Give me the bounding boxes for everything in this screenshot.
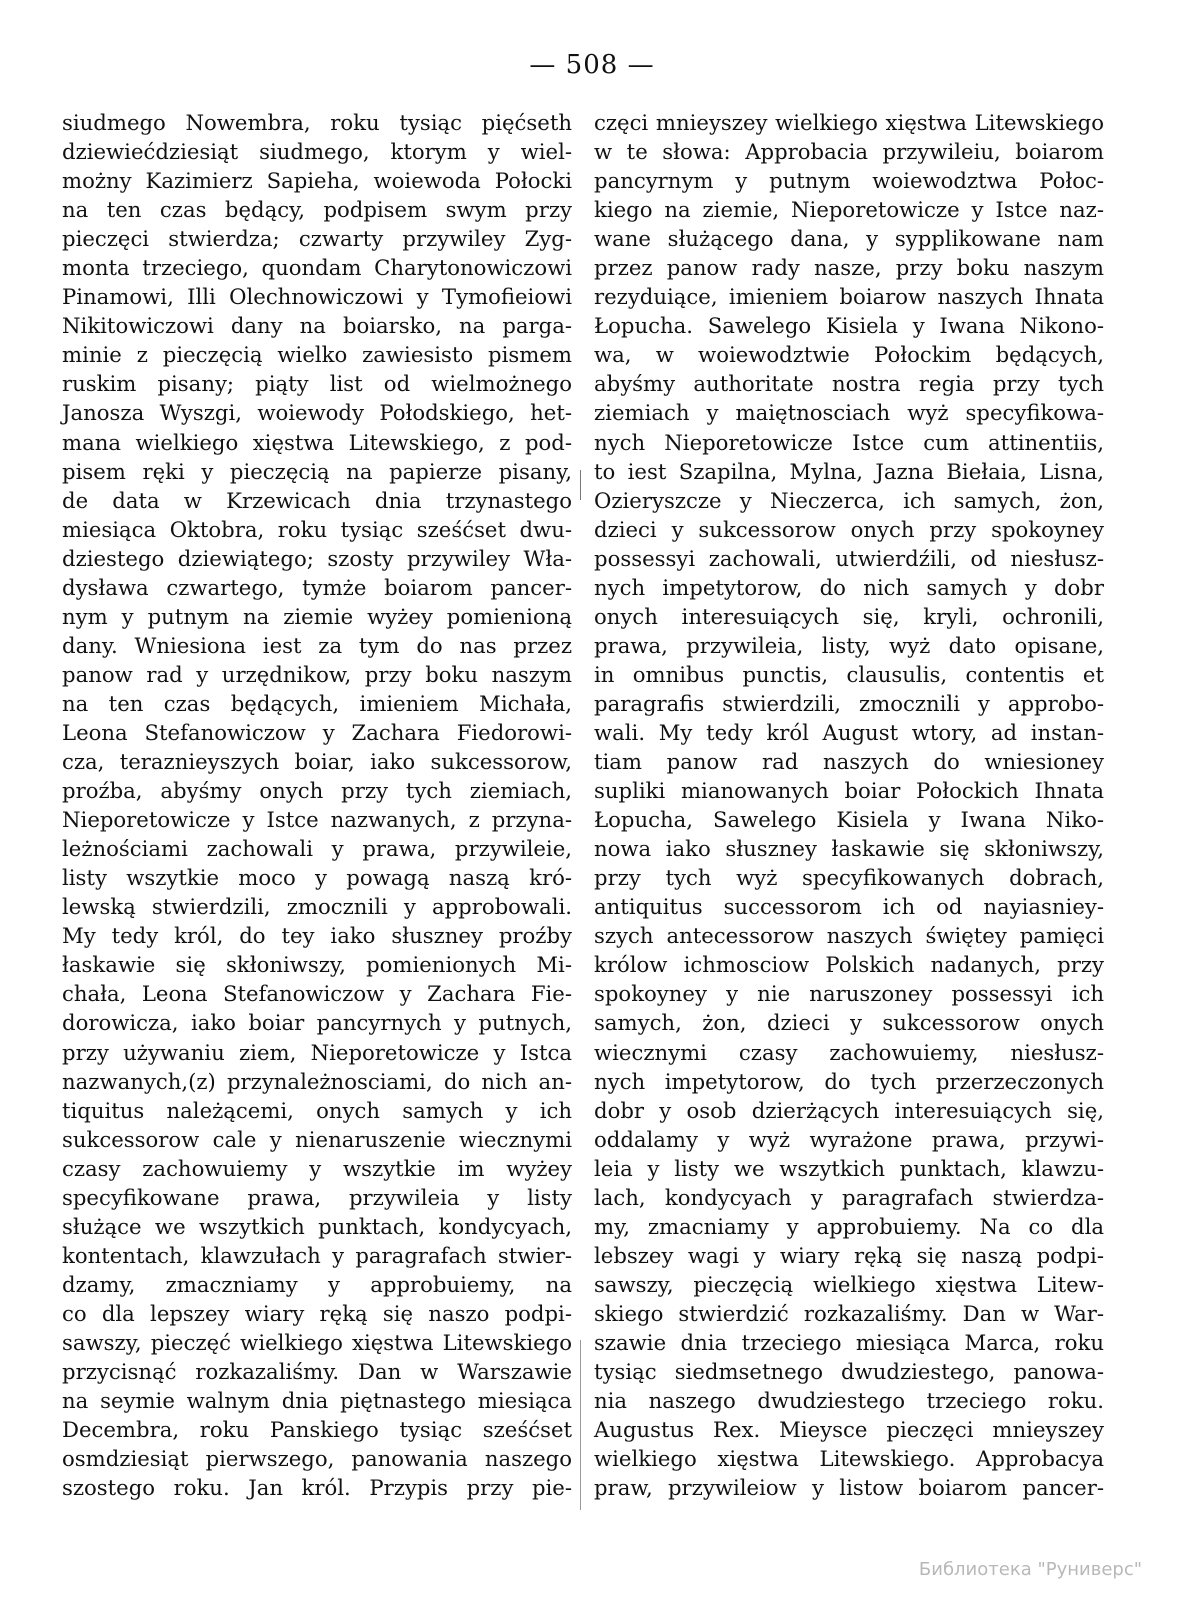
text-line: osmdziesiąt pierwszego, panowania naszego <box>62 1446 572 1472</box>
text-column-left <box>62 108 572 1502</box>
text-line: nia naszego dwudziestego trzeciego roku. <box>594 1388 1104 1414</box>
text-line: wiecznymi czasy zachowuiemy, niesłusz- <box>594 1039 1104 1065</box>
text-line: monta trzeciego, quondam Charytonowiczowi <box>62 255 572 281</box>
text-line: listy wszytkie moco y powagą naszą kró- <box>62 865 572 891</box>
text-column-right <box>594 108 1104 1502</box>
text-line: dobr y osob dzierżących interesuiących się, <box>594 1097 1104 1123</box>
page-number: — 508 — <box>529 50 655 80</box>
text-line: nazwanych,(z) przynależnosciami, do nich an- <box>62 1068 572 1094</box>
library-watermark: Библиотека "Руниверс" <box>918 1559 1142 1580</box>
text-line: lewską stwierdzili, zmocznili y approbowali. <box>62 894 572 920</box>
text-line: sawszy, pieczęć wielkiego xięstwa Litewskiego <box>62 1329 572 1355</box>
text-line: dany. Wniesiona iest za tym do nas przez <box>62 632 572 658</box>
text-line: pisem ręki y pieczęcią na papierze pisany, <box>62 458 572 484</box>
text-line: nowa iako słuszney łaskawie się skłoniwszy, <box>594 836 1104 862</box>
text-line: wali. My tedy król August wtory, ad instan- <box>594 719 1104 745</box>
text-line: prawa, przywileia, listy, wyż dato opisane, <box>594 632 1104 658</box>
text-line: Augustus Rex. Mieysce pieczęci mnieyszey <box>594 1417 1104 1443</box>
text-line: cza, teraznieyszych boiar, iako sukcessorow, <box>62 749 572 775</box>
text-line: sawszy, pieczęcią wielkiego xięstwa Litew- <box>594 1271 1104 1297</box>
text-line: onych interesuiących się, kryli, ochronili, <box>594 603 1104 629</box>
text-line: proźba, abyśmy onych przy tych ziemiach, <box>62 778 572 804</box>
text-line: nych Nieporetowicze Istce cum attinentiis, <box>594 429 1104 455</box>
text-line: skiego stwierdzić rozkazaliśmy. Dan w War- <box>594 1300 1104 1326</box>
text-line: nych impetytorow, do nich samych y dobr <box>594 574 1104 600</box>
text-line: na ten czas będących, imieniem Michała, <box>62 690 572 716</box>
text-line: dzieci y sukcessorow onych przy spokoyney <box>594 516 1104 542</box>
text-line: przy używaniu ziem, Nieporetowicze y Istca <box>62 1039 572 1065</box>
text-line: in omnibus punctis, clausulis, contentis et <box>594 661 1104 687</box>
text-line: wa, w woiewodztwie Połockim będących, <box>594 342 1104 368</box>
text-line: ziemiach y maiętnosciach wyż specyfikowa- <box>594 400 1104 426</box>
text-line: rezyduiące, imieniem boiarow naszych Ihnata <box>594 284 1104 310</box>
text-line: tysiąc siedmsetnego dwudziestego, panowa- <box>594 1359 1104 1385</box>
text-line: Nikitowiczowi dany na boiarsko, na parga- <box>62 313 572 339</box>
text-line: samych, żon, dzieci y sukcessorow onych <box>594 1010 1104 1036</box>
text-line: wane służącego dana, y sypplikowane nam <box>594 226 1104 252</box>
text-line: nych impetytorow, do tych przerzeczonych <box>594 1068 1104 1094</box>
text-line: na seymie walnym dnia piętnastego miesiąca <box>62 1388 572 1414</box>
text-line: szawie dnia trzeciego miesiąca Marca, roku <box>594 1329 1104 1355</box>
text-line: spokoyney y nie naruszoney possessyi ich <box>594 981 1104 1007</box>
text-line: Leona Stefanowiczow y Zachara Fiedorowi- <box>62 719 572 745</box>
text-line: służące we wszytkich punktach, kondycyach, <box>62 1213 572 1239</box>
text-line: Łopucha. Sawelego Kisiela y Iwana Nikono- <box>594 313 1104 339</box>
text-line: sukcessorow cale y nienaruszenie wiecznymi <box>62 1126 572 1152</box>
text-line: supliki mianowanych boiar Połockich Ihnata <box>594 778 1104 804</box>
text-line: Łopucha, Sawelego Kisiela y Iwana Niko- <box>594 807 1104 833</box>
text-line: dziestego dziewiątego; szosty przywiley Wła- <box>62 545 572 571</box>
text-line: chała, Leona Stefanowiczow y Zachara Fie- <box>62 981 572 1007</box>
text-line: mana wielkiego xięstwa Litewskiego, z pod- <box>62 429 572 455</box>
text-line: przycisnąć rozkazaliśmy. Dan w Warszawie <box>62 1359 572 1385</box>
column-divider <box>580 470 581 500</box>
text-line: Nieporetowicze y Istce nazwanych, z przyna- <box>62 807 572 833</box>
text-line: praw, przywileiow y listow boiarom pancer- <box>594 1475 1104 1501</box>
text-line: Janosza Wyszgi, woiewody Połodskiego, het- <box>62 400 572 426</box>
text-line: łaskawie się skłoniwszy, pomienionych Mi- <box>62 952 572 978</box>
text-line: dorowicza, iako boiar pancyrnych y putnych, <box>62 1010 572 1036</box>
text-line: kontentach, klawzułach y paragrafach stwier- <box>62 1242 572 1268</box>
text-line: czasy zachowuiemy y wszytkie im wyżey <box>62 1155 572 1181</box>
text-line: szostego roku. Jan król. Przypis przy pie- <box>62 1475 572 1501</box>
text-line: my, zmacniamy y approbuiemy. Na co dla <box>594 1213 1104 1239</box>
text-line: antiquitus successorom ich od nayiasniey- <box>594 894 1104 920</box>
text-line: pieczęci stwierdza; czwarty przywiley Zyg- <box>62 226 572 252</box>
text-line: co dla lepszey wiary ręką się naszo podpi- <box>62 1300 572 1326</box>
text-line: królow ichmosciow Polskich nadanych, przy <box>594 952 1104 978</box>
text-line: lach, kondycyach y paragrafach stwierdza- <box>594 1184 1104 1210</box>
text-line: specyfikowane prawa, przywileia y listy <box>62 1184 572 1210</box>
text-line: wielkiego xięstwa Litewskiego. Approbacya <box>594 1446 1104 1472</box>
text-line: My tedy król, do tey iako słuszney proźby <box>62 923 572 949</box>
text-line: tiquitus należącemi, onych samych y ich <box>62 1097 572 1123</box>
text-line: kiego na ziemie, Nieporetowicze y Istce naz- <box>594 197 1104 223</box>
text-line: przy tych wyż specyfikowanych dobrach, <box>594 865 1104 891</box>
column-divider <box>580 1340 581 1510</box>
text-line: tiam panow rad naszych do wniesioney <box>594 749 1104 775</box>
text-line: lebszey wagi y wiary ręką się naszą podpi- <box>594 1242 1104 1268</box>
text-line: paragrafis stwierdzili, zmocznili y approbo- <box>594 690 1104 716</box>
text-line: ruskim pisany; piąty list od wielmożnego <box>62 371 572 397</box>
text-line: przez panow rady nasze, przy boku naszym <box>594 255 1104 281</box>
text-line: na ten czas będący, podpisem swym przy <box>62 197 572 223</box>
text-line: Decembra, roku Panskiego tysiąc sześćset <box>62 1417 572 1443</box>
text-line: dysława czwartego, tymże boiarom pancer- <box>62 574 572 600</box>
text-line: szych antecessorow naszych świętey pamięci <box>594 923 1104 949</box>
text-line: Pinamowi, Illi Olechnowiczowi y Tymofieiowi <box>62 284 572 310</box>
text-line: siudmego Nowembra, roku tysiąc pięćseth <box>62 110 572 135</box>
text-line: pancyrnym y putnym woiewodztwa Połoc- <box>594 168 1104 194</box>
text-line: leia y listy we wszytkich punktach, klawzu- <box>594 1155 1104 1181</box>
text-line: leżnościami zachowali y prawa, przywileie, <box>62 836 572 862</box>
text-line: dzamy, zmaczniamy y approbuiemy, na <box>62 1271 572 1297</box>
text-line: możny Kazimierz Sapieha, woiewoda Połocki <box>62 168 572 194</box>
text-line: possessyi zachowali, utwierdźili, od niesłusz- <box>594 545 1104 571</box>
text-line: miesiąca Oktobra, roku tysiąc sześćset dwu- <box>62 516 572 542</box>
text-line: abyśmy authoritate nostra regia przy tych <box>594 371 1104 397</box>
text-line: częci mnieyszey wielkiego xięstwa Litewskiego <box>594 110 1104 135</box>
text-line: to iest Szapilna, Mylna, Jazna Biełaia, Lisna, <box>594 458 1104 484</box>
text-line: de data w Krzewicach dnia trzynastego <box>62 487 572 513</box>
text-line: dziewiećdziesiąt siudmego, ktorym y wiel- <box>62 139 572 165</box>
text-line: Ozieryszcze y Nieczerca, ich samych, żon, <box>594 487 1104 513</box>
text-line: panow rad y urzędnikow, przy boku naszym <box>62 661 572 687</box>
text-line: w te słowa: Approbacia przywileiu, boiarom <box>594 139 1104 165</box>
text-line: minie z pieczęcią wielko zawiesisto pismem <box>62 342 572 368</box>
text-line: nym y putnym na ziemie wyżey pomienioną <box>62 603 572 629</box>
text-line: oddalamy y wyż wyrażone prawa, przywi- <box>594 1126 1104 1152</box>
